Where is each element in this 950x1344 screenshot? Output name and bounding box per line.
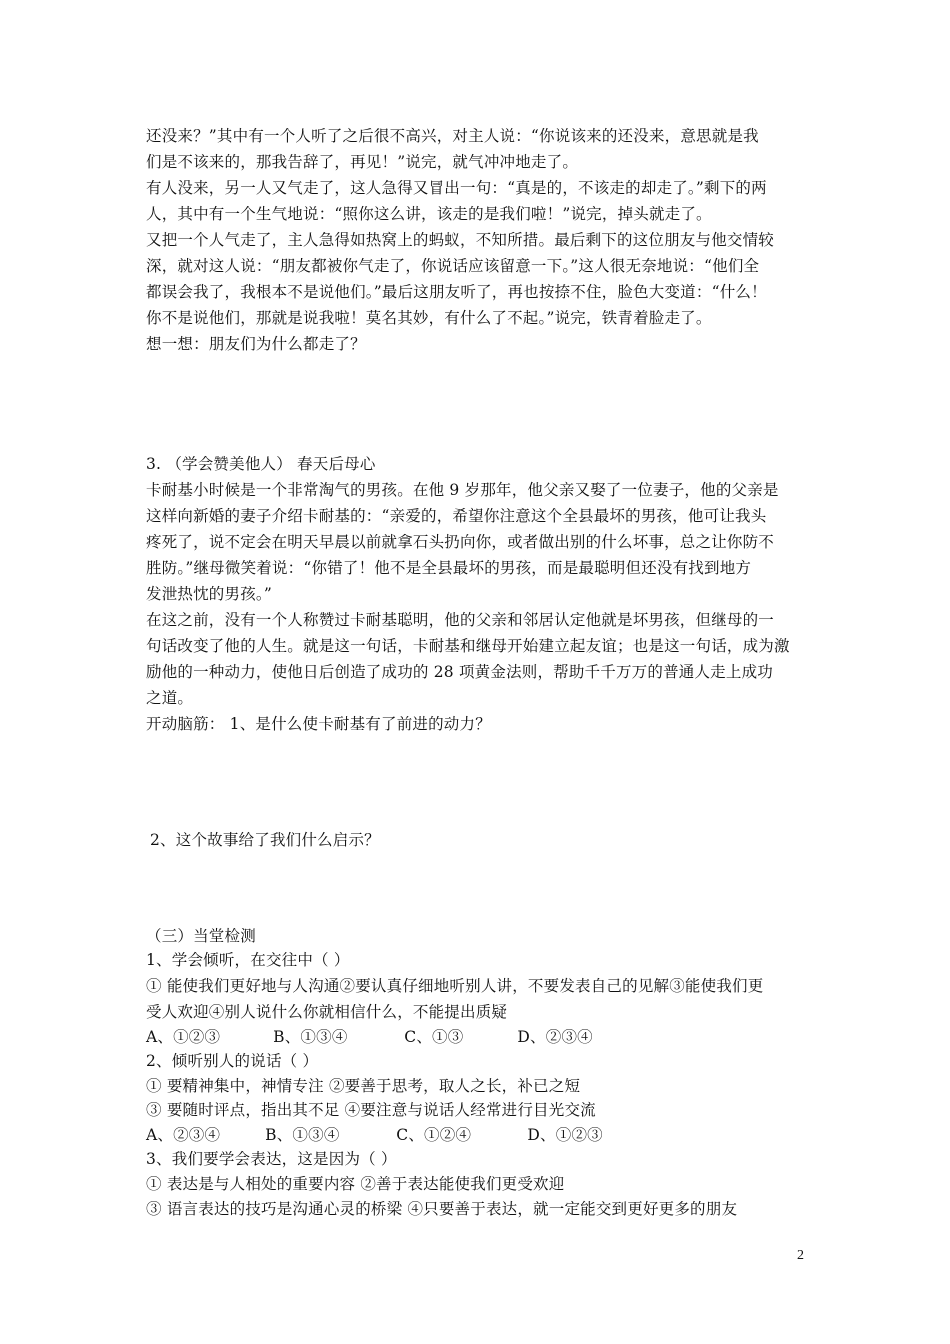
page-number: 2: [797, 1248, 804, 1263]
test-q1-options: [146, 1025, 816, 1049]
test-q2-stem: 2、倾听别人的说话（ ）: [146, 1052, 319, 1070]
option-b: B、①③④: [273, 1028, 348, 1046]
test-heading: （三）当堂检测: [146, 927, 256, 945]
test-q1-stem: 1、学会倾听，在交往中（ ）: [146, 951, 350, 969]
story3-line: 胜防。”继母微笑着说：“你错了！他不是全县最坏的男孩，而是最聪明但还没有找到地方: [146, 559, 752, 577]
story2-line: 深，就对这人说：“朋友都被你气走了，你说话应该留意一下。”这人很无奈地说：“他们全: [146, 257, 760, 275]
story2-line: 们是不该来的，那我告辞了，再见！”说完，就气冲冲地走了。: [146, 153, 579, 171]
story3-line: 这样向新婚的妻子介绍卡耐基的：“亲爱的，希望你注意这个全县最坏的男孩，他可让我头: [146, 507, 767, 525]
story2-question: 想一想：朋友们为什么都走了？: [146, 335, 366, 353]
option-a: A、①②③: [146, 1028, 221, 1046]
test-q2-line: ③ 要随时评点，指出其不足 ④要注意与说话人经常进行目光交流: [146, 1101, 596, 1119]
story2-line: 还没来？”其中有一个人听了之后很不高兴，对主人说：“你说该来的还没来，意思就是我: [146, 127, 759, 145]
story2-line: 人，其中有一个生气地说：“照你这么讲，该走的是我们啦！”说完，掉头就走了。: [146, 205, 712, 223]
test-q3-stem: 3、我们要学会表达，这是因为（ ）: [146, 1150, 397, 1168]
story3-question-1: 开动脑筋： 1、是什么使卡耐基有了前进的动力？: [146, 715, 491, 733]
test-q3-line: ① 表达是与人相处的重要内容 ②善于表达能使我们更受欢迎: [146, 1175, 565, 1193]
option-d: D、②③④: [517, 1028, 593, 1046]
option-c: C、①②④: [396, 1126, 472, 1144]
test-q2-line: ① 要精神集中，神情专注 ②要善于思考，取人之长，补已之短: [146, 1077, 581, 1095]
story2-line: 又把一个人气走了，主人急得如热窝上的蚂蚁，不知所措。最后剩下的这位朋友与他交情较: [146, 231, 775, 249]
test-q3-line: ③ 语言表达的技巧是沟通心灵的桥梁 ④只要善于表达，就一定能交到更好更多的朋友: [146, 1200, 738, 1218]
story3-line: 发泄热忱的男孩。”: [146, 585, 272, 603]
option-c: C、①③: [404, 1028, 464, 1046]
story3-line: 疼死了，说不定会在明天早晨以前就拿石头扔向你，或者做出别的什么坏事，总之让你防不: [146, 533, 775, 551]
option-d: D、①②③: [527, 1126, 603, 1144]
story3-line: 在这之前，没有一个人称赞过卡耐基聪明，他的父亲和邻居认定他就是坏男孩，但继母的一: [146, 611, 775, 629]
story2-line: 都误会我了，我根本不是说他们。”最后这朋友听了，再也按捺不住，脸色大变道：“什么！: [146, 283, 767, 301]
story3-question-2: 2、这个故事给了我们什么启示？: [150, 831, 380, 849]
story3-line: 之道。: [146, 689, 194, 707]
option-a: A、②③④: [146, 1126, 221, 1144]
story2-line: 有人没来，另一人又气走了，这人急得又冒出一句：“真是的，不该走的却走了。”剩下的两: [146, 179, 767, 197]
option-b: B、①③④: [265, 1126, 340, 1144]
story2-line: 你不是说他们，那就是说我啦！莫名其妙，有什么了不起。”说完，铁青着脸走了。: [146, 309, 712, 327]
story3-heading: 3. （学会赞美他人） 春天后母心: [146, 455, 376, 473]
test-q2-options: [146, 1123, 816, 1147]
story3-line: 卡耐基小时候是一个非常淘气的男孩。在他 9 岁那年，他父亲又娶了一位妻子，他的父亲是: [146, 481, 779, 499]
story3-line: 励他的一种动力，使他日后创造了成功的 28 项黄金法则，帮助千千万万的普通人走上成功: [146, 663, 773, 681]
test-q1-line: 受人欢迎④别人说什么你就相信什么，不能提出质疑: [146, 1003, 508, 1021]
story3-line: 句话改变了他的人生。就是这一句话，卡耐基和继母开始建立起友谊；也是这一句话，成为激: [146, 637, 790, 655]
test-q1-line: ① 能使我们更好地与人沟通②要认真仔细地听别人讲，不要发表自己的见解③能使我们更: [146, 977, 764, 995]
